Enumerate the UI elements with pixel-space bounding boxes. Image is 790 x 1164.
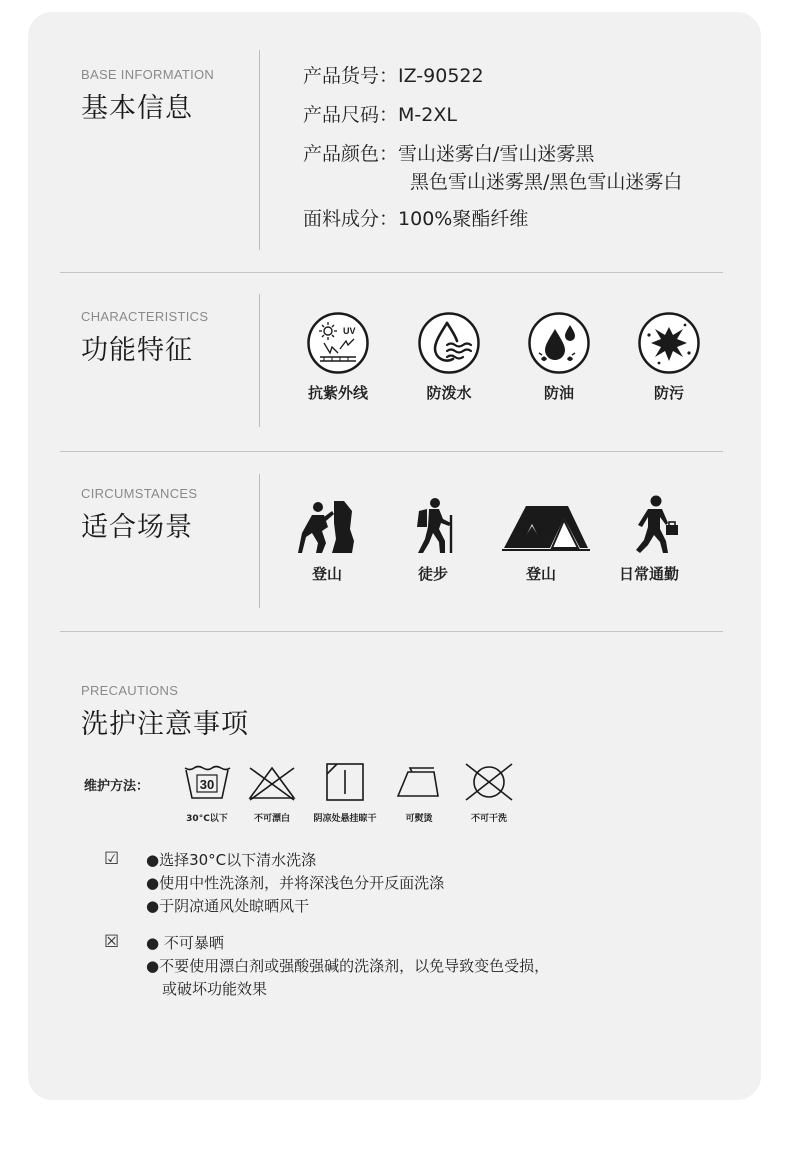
info-value: 100%聚酯纤维 [398, 208, 529, 230]
vertical-divider [259, 50, 260, 250]
feature-label: 防泼水 [426, 384, 472, 402]
water-repellent-icon [417, 311, 481, 375]
base-info-en-title: BASE INFORMATION [81, 67, 215, 82]
commute-icon [632, 495, 682, 557]
section-divider [60, 631, 723, 632]
info-row-sku [303, 63, 484, 89]
info-label: 产品货号： [303, 65, 399, 87]
care-method-label: 维护方法： [84, 779, 150, 794]
characteristics-title: 功能特征 [81, 335, 193, 366]
dont-item: 或破坏功能效果 [162, 980, 268, 998]
dont-item: ●不要使用漂白剂或强酸强碱的洗涤剂，以免导致变色受损， [146, 957, 550, 975]
no-bleach-icon [246, 764, 298, 802]
dont-item: ● 不可暴晒 [146, 934, 224, 952]
line-dry-shade-icon [325, 762, 365, 802]
info-row-fabric [303, 206, 528, 232]
care-label: 不可漂白 [253, 814, 290, 824]
care-label: 不可干洗 [470, 814, 507, 824]
scene-label: 日常通勤 [618, 565, 679, 583]
info-label: 产品颜色： [303, 143, 399, 165]
scene-label: 徒步 [417, 565, 448, 583]
care-label: 阴凉处悬挂晾干 [313, 814, 377, 824]
do-list [146, 849, 444, 918]
vertical-divider [259, 474, 260, 608]
info-value: M-2XL [398, 104, 457, 126]
no-dry-clean-icon [462, 762, 516, 802]
info-value: 雪山迷雾白/雪山迷雾黑 [398, 143, 595, 165]
care-label: 30°C以下 [186, 814, 228, 824]
do-item: ●使用中性洗涤剂，并将深浅色分开反面洗涤 [146, 874, 445, 892]
wash-temp-text: 30 [199, 777, 215, 792]
feature-label: 防油 [543, 384, 574, 402]
feature-label: 抗紫外线 [307, 384, 368, 402]
dont-list [146, 932, 549, 1001]
feature-label: 防污 [653, 384, 684, 402]
tent-icon [502, 500, 590, 552]
stain-proof-icon [637, 311, 701, 375]
vertical-divider [259, 294, 260, 427]
circumstances-title: 适合场景 [81, 512, 193, 543]
precautions-title: 洗护注意事项 [81, 709, 249, 740]
scene-label: 登山 [525, 565, 556, 583]
do-check-icon: ☑ [104, 849, 120, 869]
do-item: ●选择30°C以下清水洗涤 [146, 851, 317, 869]
info-row-size [303, 102, 457, 128]
info-label: 产品尺码： [303, 104, 399, 126]
section-divider [60, 451, 723, 452]
hiking-icon [405, 497, 461, 557]
info-value: IZ-90522 [398, 65, 484, 87]
scene-label: 登山 [311, 565, 342, 583]
info-value-color-line2: 黑色雪山迷雾黑/黑色雪山迷雾白 [410, 171, 683, 193]
climbing-icon [298, 497, 358, 557]
do-item: ●于阴凉通风处晾晒风干 [146, 897, 310, 915]
wash-30-icon [183, 764, 231, 802]
info-label: 面料成分： [303, 208, 399, 230]
uv-text: UV [343, 326, 356, 336]
oil-proof-icon [527, 311, 591, 375]
base-info-title: 基本信息 [81, 93, 193, 124]
precautions-en-title: PRECAUTIONS [81, 683, 179, 698]
circumstances-en-title: CIRCUMSTANCES [81, 486, 198, 501]
info-row-color [303, 141, 594, 167]
dont-cross-icon: ☒ [104, 932, 120, 952]
section-divider [60, 272, 723, 273]
characteristics-en-title: CHARACTERISTICS [81, 309, 209, 324]
care-label: 可熨烫 [405, 814, 433, 824]
uv-protection-icon [306, 311, 370, 375]
iron-icon [394, 764, 444, 802]
